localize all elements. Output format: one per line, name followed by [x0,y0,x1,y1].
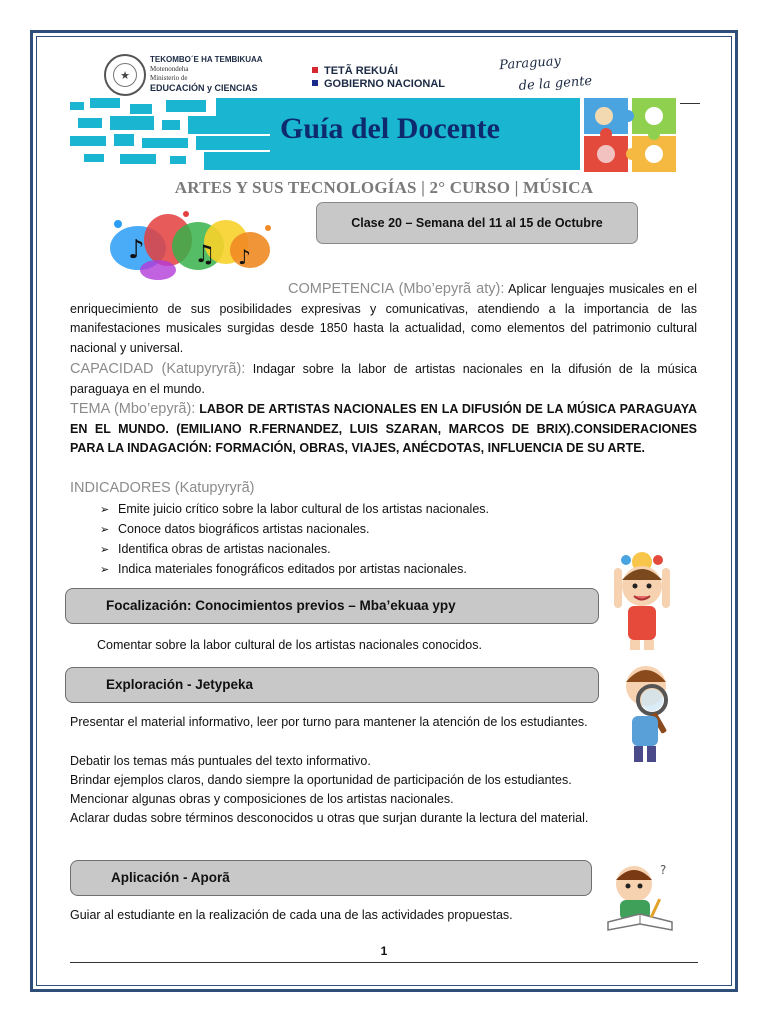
indicador-item: ➢ Conoce datos biográficos artistas nacionales. [100,520,660,540]
ministry-line4: EDUCACIÓN y CIENCIAS [150,83,258,93]
clase-box: Clase 20 – Semana del 11 al 15 de Octubre [316,202,638,244]
pixel-block [84,154,104,162]
slogan-logo [499,49,593,99]
footer-rule [70,962,698,963]
competencia-paragraph [70,280,697,358]
slogan-line1: Paraguay [498,53,562,74]
pixel-block [166,100,206,112]
indicadores-list [100,500,660,580]
indicador-item: ➢ Identifica obras de artistas nacionales. [100,540,660,560]
pixel-block [78,118,102,128]
svg-text:♪: ♪ [128,235,145,265]
indicador-item: ➢ Indica materiales fonográficos editados por artistas nacionales. [100,560,660,580]
course-title: ARTES Y SUS TECNOLOGÍAS | 2° CURSO | MÚSICA [174,178,594,197]
pixel-block [114,134,134,146]
pixel-block [90,98,120,108]
competencia-label: COMPETENCIA (Mbo’epyrã aty): [288,281,505,297]
page-number: 1 [380,944,388,958]
capacidad-label: CAPACIDAD (Katupyryrã): [70,361,246,377]
aplicacion-header: Aplicación - Aporã [70,860,592,896]
pixel-block [70,136,106,146]
blue-square-icon [312,80,318,86]
pixel-block [170,156,186,164]
exploracion-line: Aclarar dudas sobre términos desconocidos u otras que surjan durante la lectura del material. [70,811,589,825]
svg-text:♫: ♫ [194,240,216,268]
ministry-line1: TEKOMBO´E HA TEMBIKUAA [150,55,263,64]
pixel-block [110,116,154,130]
pixel-block [188,116,270,134]
pixel-block [130,104,152,114]
magnifier-kid-icon [620,656,680,764]
ministry-logo [150,55,290,93]
government-logo [312,65,445,91]
pixel-block [162,120,180,130]
pixel-block [142,138,188,148]
exploracion-line: Mencionar algunas obras y composiciones de los artistas nacionales. [70,792,454,806]
capacidad-paragraph [70,360,697,399]
puzzle-pieces-icon [582,96,678,174]
header-rule [680,103,700,104]
gov-line2: GOBIERNO NACIONAL [324,78,445,90]
pixel-block [70,102,84,110]
title-banner [70,98,580,170]
indicador-item: ➢ Emite juicio crítico sobre la labor cultural de los artistas nacionales. [100,500,660,520]
capacidad-text: Indagar sobre la labor de artistas nacionales en la difusión de la música paraguaya en el mundo. [70,362,697,396]
ministry-line2: Motenondeha [150,65,189,73]
exploracion-line: Debatir los temas más puntuales del texto informativo. [70,754,371,768]
competencia-text: Aplicar lenguajes musicales en el enriquecimiento de sus posibilidades expresivas y comunicativas, atendiendo a la importancia de las manifestaciones musicales surgidas desde 1850 hasta la actualidad, como elementos del patrimonio cultural nacional y universal. [70,282,698,355]
ministry-line3: Ministerio de [150,74,188,82]
exploracion-line: Presentar el material informativo, leer por turno para mantener la atención de los estudiantes. [70,715,588,729]
red-square-icon [312,67,318,73]
focalizacion-text: Comentar sobre la labor cultural de los artistas nacionales conocidos. [97,638,482,652]
pixel-block [196,136,270,150]
pixel-block [216,98,270,116]
indicadores-label: INDICADORES (Katupyryrã) [70,480,255,496]
focalizacion-header: Focalización: Conocimientos previos – Mba’ekuaa ypy [65,588,599,624]
indicadores-heading [70,479,697,499]
pixel-block [204,152,270,170]
slogan-line2: de la gente [518,73,593,94]
tema-paragraph [70,400,697,459]
banner-title: Guía del Docente [280,112,500,145]
gov-line1: TETÃ REKUÁI [324,65,398,77]
exploracion-line: Brindar ejemplos claros, dando siempre la oportunidad de participación de los estudiantes. [70,773,572,787]
studying-kid-icon [604,856,676,938]
aplicacion-text: Guiar al estudiante en la realización de cada una de las actividades propuestas. [70,908,513,922]
tema-text: LABOR DE ARTISTAS NACIONALES EN LA DIFUSIÓN DE LA MÚSICA PARAGUAYA EN EL MUNDO. (EMILIANO R.FERNANDEZ, LUIS SZARAN, MARCOS DE BRIX).CONSIDERACIONES PARA LA INDAGACIÓN: FORMACIÓN, OBRAS, VIAJES, ANÉCDOTAS, INFLUENCIA DE SU ARTE. [70,402,697,455]
tema-label: TEMA (Mbo’epyrã): [70,401,196,417]
pixel-block [120,154,156,164]
svg-text:?: ? [660,863,667,877]
exploracion-header: Exploración - Jetypeka [65,667,599,703]
national-seal-icon: ★ [104,54,146,96]
svg-text:♪: ♪ [238,245,251,269]
